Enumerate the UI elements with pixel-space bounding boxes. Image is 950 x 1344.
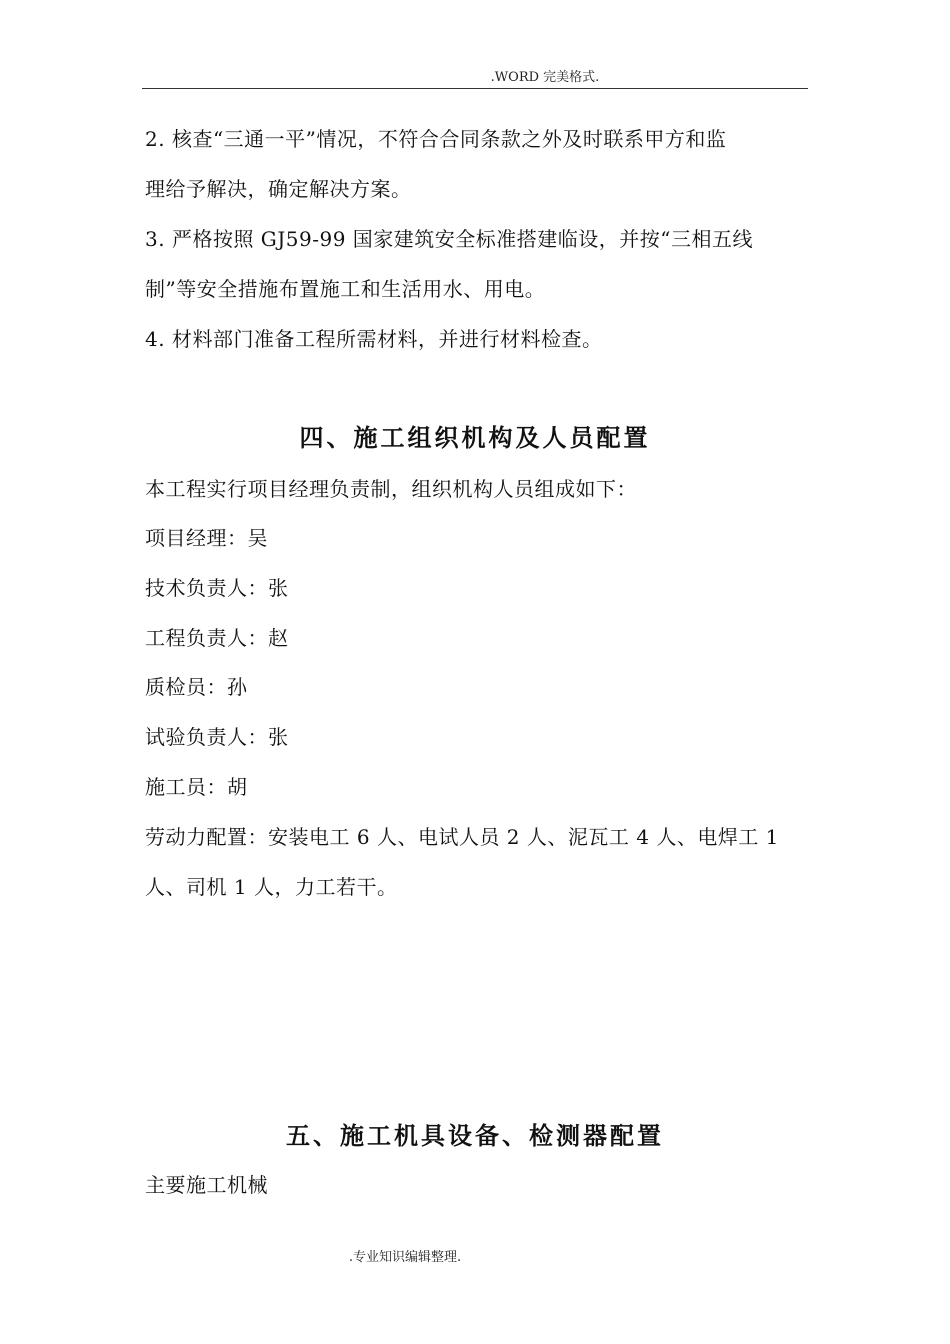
labor-allocation-line: 劳动力配置：安装电工 6 人、电试人员 2 人、泥瓦工 4 人、电焊工 1 — [145, 825, 779, 849]
list-item: 3. 严格按照 GJ59-99 国家建筑安全标准搭建临设，并按“三相五线 — [145, 227, 754, 251]
labor-allocation-line: 人、司机 1 人，力工若干。 — [145, 875, 398, 899]
section-5-heading: 五、施工机具设备、检测器配置 — [286, 1121, 664, 1150]
footer-text: .专业知识编辑整理. — [348, 1250, 462, 1265]
section-4-heading: 四、施工组织机构及人员配置 — [299, 423, 651, 452]
header-rule — [142, 88, 808, 89]
staff-line-engineering-lead: 工程负责人：赵 — [145, 626, 289, 650]
section-5-subheading: 主要施工机械 — [145, 1173, 268, 1197]
list-item: 4. 材料部门准备工程所需材料，并进行材料检查。 — [145, 327, 603, 351]
staff-line-construction-worker: 施工员：胡 — [145, 775, 248, 799]
section-4-intro: 本工程实行项目经理负责制，组织机构人员组成如下： — [145, 477, 637, 501]
list-item: 2. 核查“三通一平”情况，不符合合同条款之外及时联系甲方和监 — [145, 127, 727, 151]
staff-line-project-manager: 项目经理：吴 — [145, 526, 268, 550]
staff-line-technical-lead: 技术负责人：张 — [145, 576, 289, 600]
header-text: .WORD 完美格式. — [490, 70, 600, 85]
staff-line-quality-inspector: 质检员：孙 — [145, 675, 248, 699]
list-item: 理给予解决，确定解决方案。 — [145, 177, 412, 201]
staff-line-test-lead: 试验负责人：张 — [145, 725, 289, 749]
list-item: 制”等安全措施布置施工和生活用水、用电。 — [145, 277, 546, 301]
